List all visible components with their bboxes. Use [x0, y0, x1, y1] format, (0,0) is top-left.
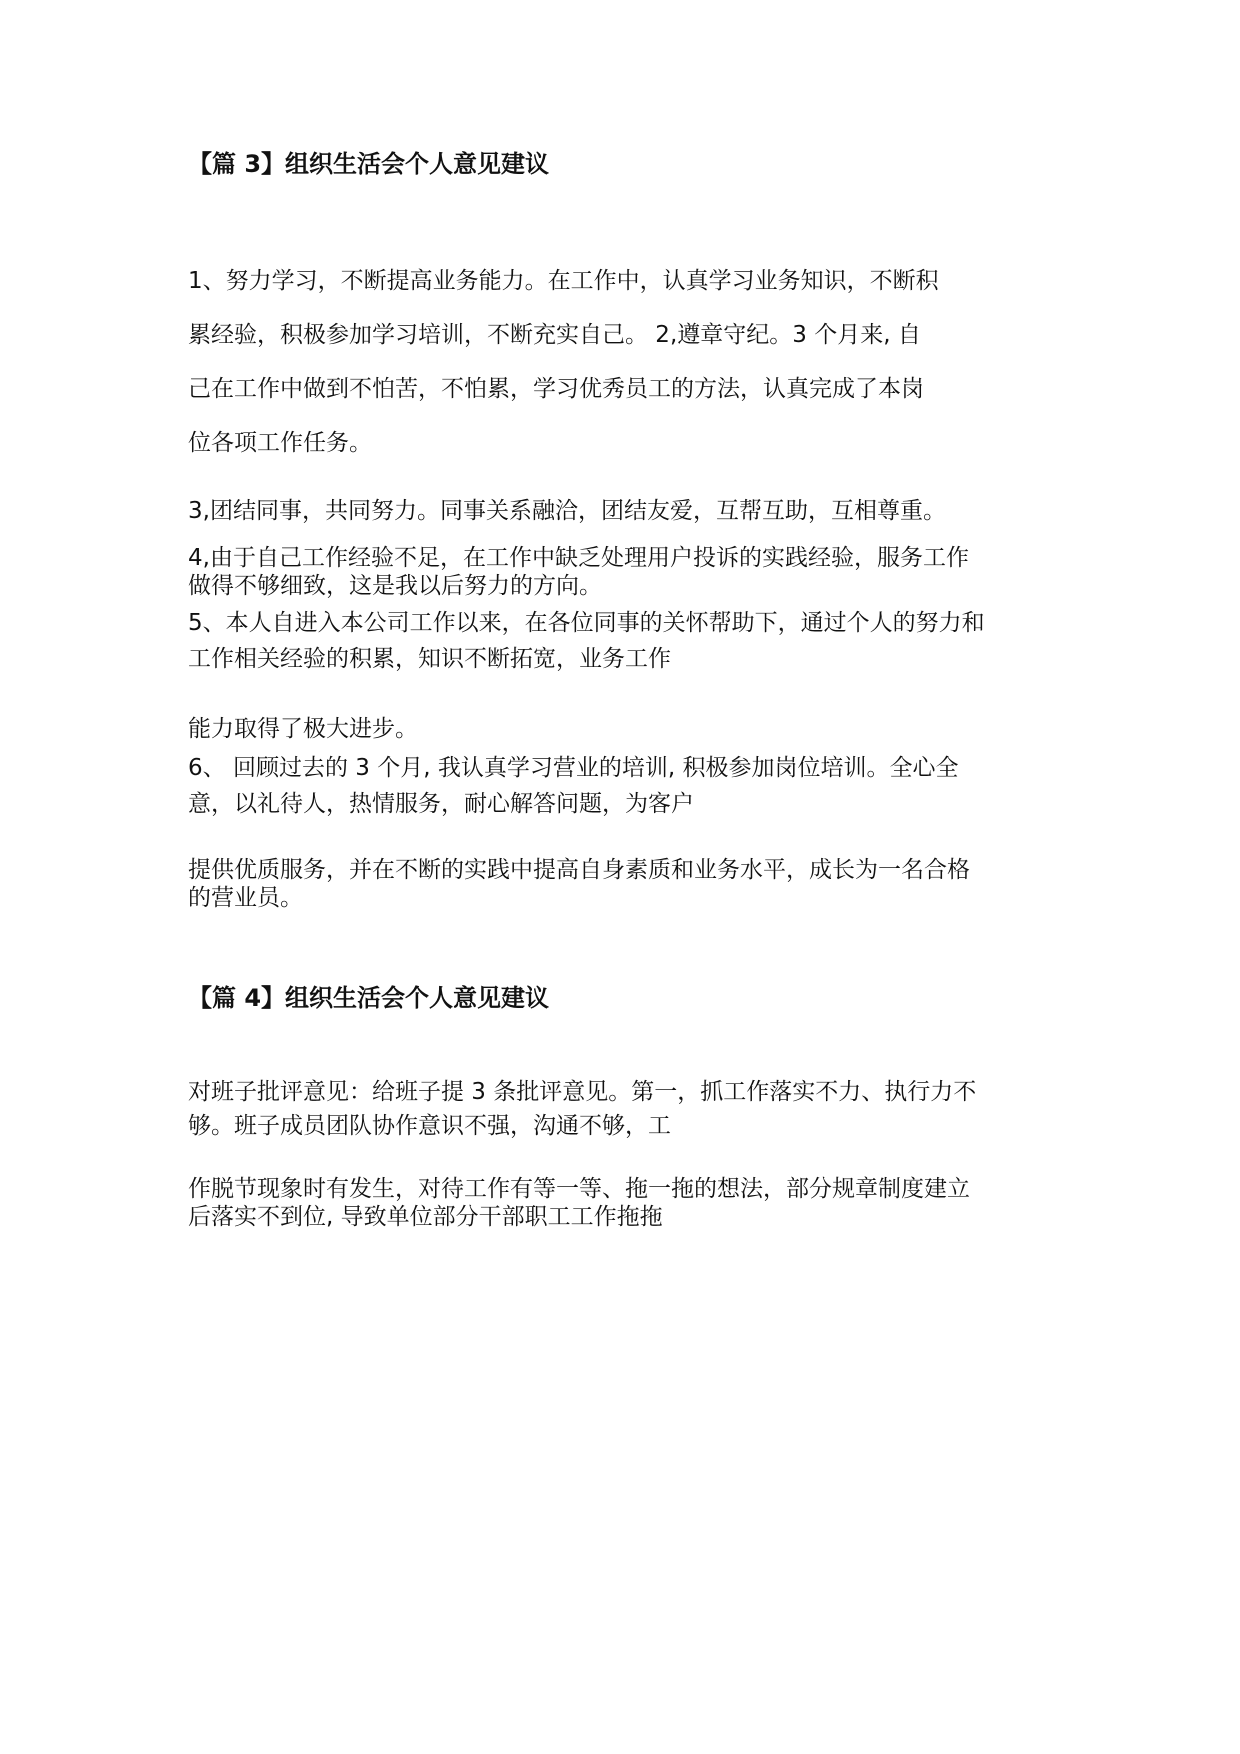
- paragraph-line: 提供优质服务，并在不断的实践中提高自身素质和业务水平，成长为一名合格: [188, 857, 970, 883]
- section-4-heading: 【篇 4】组织生活会个人意见建议: [188, 984, 550, 1012]
- paragraph-line: 位各项工作任务。: [188, 430, 372, 456]
- section-3-paragraph-1: [188, 254, 1068, 470]
- paragraph-line: 6、 回顾过去的 3 个月, 我认真学习营业的培训, 积极参加岗位培训。全心全: [188, 755, 959, 781]
- section-3-paragraph-3: [188, 544, 1068, 600]
- paragraph-line: 意，以礼待人，热情服务，耐心解答问题，为客户: [188, 791, 694, 817]
- paragraph-line: 对班子批评意见：给班子提 3 条批评意见。第一，抓工作落实不力、执行力不: [188, 1079, 977, 1105]
- section-3-paragraph-4: [188, 605, 1068, 677]
- paragraph-line: 己在工作中做到不怕苦，不怕累，学习优秀员工的方法，认真完成了本岗: [188, 376, 924, 402]
- paragraph-line: 够。班子成员团队协作意识不强，沟通不够，工: [188, 1113, 671, 1139]
- paragraph-line: 的营业员。: [188, 885, 303, 911]
- paragraph-line: 5、本人自进入本公司工作以来，在各位同事的关怀帮助下，通过个人的努力和: [188, 610, 985, 636]
- section-4-paragraph-1: [188, 1075, 1068, 1143]
- paragraph-line: 作脱节现象时有发生，对待工作有等一等、拖一拖的想法，部分规章制度建立: [188, 1176, 970, 1202]
- section-3-paragraph-4-continued: 能力取得了极大进步。: [188, 716, 418, 742]
- section-3-paragraph-5-continued: [188, 856, 1068, 912]
- section-4-paragraph-2: [188, 1175, 1068, 1231]
- paragraph-line: 做得不够细致，这是我以后努力的方向。: [188, 573, 602, 599]
- paragraph-line: 后落实不到位, 导致单位部分干部职工工作拖拖: [188, 1204, 663, 1230]
- section-3-paragraph-5: [188, 750, 1068, 822]
- paragraph-line: 4,由于自己工作经验不足，在工作中缺乏处理用户投诉的实践经验，服务工作: [188, 545, 969, 571]
- paragraph-line: 1、努力学习，不断提高业务能力。在工作中，认真学习业务知识，不断积: [188, 268, 939, 294]
- paragraph-line: 工作相关经验的积累，知识不断拓宽，业务工作: [188, 646, 671, 672]
- section-3-heading: 【篇 3】组织生活会个人意见建议: [188, 150, 550, 178]
- section-3-paragraph-2: 3,团结同事，共同努力。同事关系融洽，团结友爱，互帮互助，互相尊重。: [188, 498, 946, 524]
- paragraph-line: 累经验，积极参加学习培训，不断充实自己。 2,遵章守纪。3 个月来, 自: [188, 322, 921, 348]
